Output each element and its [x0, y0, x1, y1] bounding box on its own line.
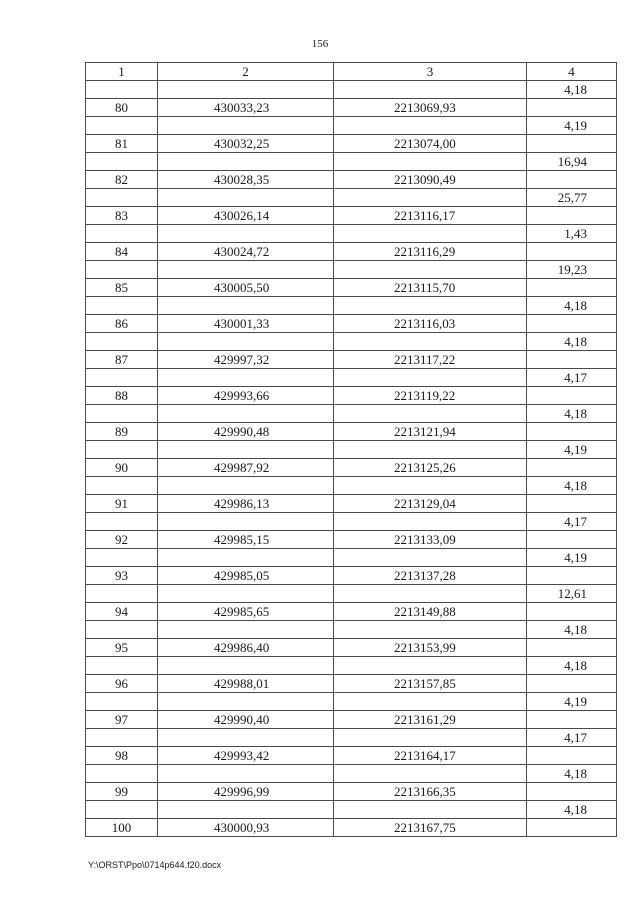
distance-cell: 4,17 [527, 369, 617, 387]
point-row [86, 783, 617, 801]
distance-cell: 16,94 [527, 153, 617, 171]
point-row [86, 279, 617, 297]
y-coordinate-cell: 2213121,94 [334, 423, 527, 441]
empty-cell [527, 711, 617, 729]
distance-cell: 4,18 [527, 657, 617, 675]
point-number-cell: 84 [86, 243, 158, 261]
y-coordinate-cell: 2213115,70 [334, 279, 527, 297]
distance-row [86, 477, 617, 495]
distance-row [86, 189, 617, 207]
point-row [86, 711, 617, 729]
distance-cell: 4,19 [527, 117, 617, 135]
empty-cell [86, 441, 158, 459]
distance-cell: 4,17 [527, 729, 617, 747]
empty-cell [158, 549, 334, 567]
y-coordinate-cell: 2213157,85 [334, 675, 527, 693]
empty-cell [334, 513, 527, 531]
empty-cell [158, 513, 334, 531]
empty-cell [527, 351, 617, 369]
empty-cell [334, 477, 527, 495]
empty-cell [527, 279, 617, 297]
x-coordinate-cell: 429986,40 [158, 639, 334, 657]
distance-row [86, 333, 617, 351]
point-row [86, 495, 617, 513]
point-number-cell: 96 [86, 675, 158, 693]
empty-cell [334, 297, 527, 315]
point-row [86, 423, 617, 441]
empty-cell [86, 585, 158, 603]
point-number-cell: 85 [86, 279, 158, 297]
empty-cell [86, 225, 158, 243]
empty-cell [158, 189, 334, 207]
empty-cell [158, 81, 334, 99]
empty-cell [158, 477, 334, 495]
x-coordinate-cell: 429987,92 [158, 459, 334, 477]
y-coordinate-cell: 2213125,26 [334, 459, 527, 477]
empty-cell [334, 549, 527, 567]
empty-cell [86, 405, 158, 423]
distance-cell: 4,18 [527, 765, 617, 783]
point-number-cell: 91 [86, 495, 158, 513]
x-coordinate-cell: 429996,99 [158, 783, 334, 801]
distance-cell: 4,19 [527, 549, 617, 567]
empty-cell [86, 261, 158, 279]
point-number-cell: 80 [86, 99, 158, 117]
distance-cell: 19,23 [527, 261, 617, 279]
y-coordinate-cell: 2213116,17 [334, 207, 527, 225]
empty-cell [158, 117, 334, 135]
x-coordinate-cell: 430033,23 [158, 99, 334, 117]
header-col-1: 1 [86, 63, 158, 81]
x-coordinate-cell: 430028,35 [158, 171, 334, 189]
y-coordinate-cell: 2213137,28 [334, 567, 527, 585]
point-row [86, 639, 617, 657]
empty-cell [334, 405, 527, 423]
empty-cell [527, 135, 617, 153]
empty-cell [527, 567, 617, 585]
empty-cell [527, 171, 617, 189]
empty-cell [158, 369, 334, 387]
distance-cell: 4,18 [527, 405, 617, 423]
coordinates-table [85, 62, 617, 837]
point-number-cell: 87 [86, 351, 158, 369]
distance-row [86, 441, 617, 459]
y-coordinate-cell: 2213161,29 [334, 711, 527, 729]
y-coordinate-cell: 2213074,00 [334, 135, 527, 153]
point-number-cell: 88 [86, 387, 158, 405]
empty-cell [158, 333, 334, 351]
distance-row [86, 765, 617, 783]
distance-row [86, 405, 617, 423]
point-row [86, 603, 617, 621]
empty-cell [527, 675, 617, 693]
y-coordinate-cell: 2213133,09 [334, 531, 527, 549]
empty-cell [334, 369, 527, 387]
point-number-cell: 97 [86, 711, 158, 729]
empty-cell [86, 153, 158, 171]
footer-file-path: Y:\ORST\Ppo\0714p644.f20.docx [88, 860, 222, 870]
distance-row [86, 729, 617, 747]
distance-row [86, 81, 617, 99]
empty-cell [158, 657, 334, 675]
empty-cell [334, 225, 527, 243]
empty-cell [334, 801, 527, 819]
empty-cell [86, 765, 158, 783]
y-coordinate-cell: 2213129,04 [334, 495, 527, 513]
distance-cell: 4,17 [527, 513, 617, 531]
empty-cell [334, 693, 527, 711]
empty-cell [334, 117, 527, 135]
point-number-cell: 99 [86, 783, 158, 801]
y-coordinate-cell: 2213166,35 [334, 783, 527, 801]
empty-cell [334, 81, 527, 99]
distance-row [86, 549, 617, 567]
header-col-3: 3 [334, 63, 527, 81]
empty-cell [86, 729, 158, 747]
point-row [86, 315, 617, 333]
empty-cell [158, 297, 334, 315]
distance-row [86, 117, 617, 135]
empty-cell [86, 369, 158, 387]
empty-cell [527, 639, 617, 657]
empty-cell [86, 333, 158, 351]
empty-cell [86, 297, 158, 315]
empty-cell [527, 819, 617, 837]
distance-cell: 4,19 [527, 441, 617, 459]
point-number-cell: 82 [86, 171, 158, 189]
x-coordinate-cell: 429988,01 [158, 675, 334, 693]
point-row [86, 675, 617, 693]
point-number-cell: 90 [86, 459, 158, 477]
empty-cell [86, 117, 158, 135]
x-coordinate-cell: 430024,72 [158, 243, 334, 261]
x-coordinate-cell: 430032,25 [158, 135, 334, 153]
distance-row [86, 261, 617, 279]
empty-cell [527, 495, 617, 513]
empty-cell [334, 585, 527, 603]
point-row [86, 243, 617, 261]
x-coordinate-cell: 429985,15 [158, 531, 334, 549]
point-number-cell: 93 [86, 567, 158, 585]
point-row [86, 567, 617, 585]
distance-row [86, 585, 617, 603]
point-row [86, 171, 617, 189]
empty-cell [86, 189, 158, 207]
empty-cell [527, 531, 617, 549]
y-coordinate-cell: 2213164,17 [334, 747, 527, 765]
distance-row [86, 621, 617, 639]
point-number-cell: 94 [86, 603, 158, 621]
empty-cell [158, 153, 334, 171]
empty-cell [527, 423, 617, 441]
header-col-2: 2 [158, 63, 334, 81]
distance-cell: 4,18 [527, 333, 617, 351]
empty-cell [527, 243, 617, 261]
x-coordinate-cell: 429997,32 [158, 351, 334, 369]
table-body [86, 81, 617, 837]
x-coordinate-cell: 430005,50 [158, 279, 334, 297]
empty-cell [86, 657, 158, 675]
distance-cell: 4,18 [527, 297, 617, 315]
x-coordinate-cell: 429993,42 [158, 747, 334, 765]
distance-row [86, 801, 617, 819]
distance-row [86, 297, 617, 315]
empty-cell [334, 441, 527, 459]
x-coordinate-cell: 430001,33 [158, 315, 334, 333]
distance-row [86, 693, 617, 711]
empty-cell [158, 729, 334, 747]
empty-cell [334, 153, 527, 171]
x-coordinate-cell: 429993,66 [158, 387, 334, 405]
point-row [86, 531, 617, 549]
empty-cell [86, 81, 158, 99]
empty-cell [158, 225, 334, 243]
point-number-cell: 98 [86, 747, 158, 765]
empty-cell [527, 459, 617, 477]
empty-cell [158, 693, 334, 711]
point-row [86, 387, 617, 405]
empty-cell [158, 441, 334, 459]
empty-cell [158, 765, 334, 783]
point-number-cell: 100 [86, 819, 158, 837]
distance-cell: 1,43 [527, 225, 617, 243]
y-coordinate-cell: 2213117,22 [334, 351, 527, 369]
distance-cell: 4,18 [527, 477, 617, 495]
empty-cell [527, 315, 617, 333]
empty-cell [86, 513, 158, 531]
y-coordinate-cell: 2213090,49 [334, 171, 527, 189]
point-row [86, 747, 617, 765]
empty-cell [158, 621, 334, 639]
x-coordinate-cell: 429985,05 [158, 567, 334, 585]
distance-cell: 4,18 [527, 81, 617, 99]
y-coordinate-cell: 2213116,03 [334, 315, 527, 333]
point-number-cell: 86 [86, 315, 158, 333]
y-coordinate-cell: 2213149,88 [334, 603, 527, 621]
empty-cell [158, 261, 334, 279]
x-coordinate-cell: 429986,13 [158, 495, 334, 513]
distance-row [86, 369, 617, 387]
empty-cell [158, 405, 334, 423]
x-coordinate-cell: 430026,14 [158, 207, 334, 225]
distance-row [86, 657, 617, 675]
point-number-cell: 81 [86, 135, 158, 153]
empty-cell [86, 693, 158, 711]
header-col-4: 4 [527, 63, 617, 81]
empty-cell [86, 621, 158, 639]
empty-cell [334, 333, 527, 351]
empty-cell [334, 621, 527, 639]
distance-row [86, 513, 617, 531]
point-row [86, 459, 617, 477]
y-coordinate-cell: 2213167,75 [334, 819, 527, 837]
empty-cell [527, 387, 617, 405]
point-row [86, 99, 617, 117]
point-row [86, 207, 617, 225]
point-row [86, 819, 617, 837]
empty-cell [158, 801, 334, 819]
empty-cell [334, 657, 527, 675]
distance-cell: 12,61 [527, 585, 617, 603]
empty-cell [86, 549, 158, 567]
empty-cell [527, 603, 617, 621]
empty-cell [527, 99, 617, 117]
distance-cell: 4,18 [527, 801, 617, 819]
y-coordinate-cell: 2213116,29 [334, 243, 527, 261]
distance-cell: 25,77 [527, 189, 617, 207]
y-coordinate-cell: 2213069,93 [334, 99, 527, 117]
empty-cell [527, 783, 617, 801]
x-coordinate-cell: 429990,48 [158, 423, 334, 441]
y-coordinate-cell: 2213153,99 [334, 639, 527, 657]
x-coordinate-cell: 430000,93 [158, 819, 334, 837]
point-number-cell: 83 [86, 207, 158, 225]
empty-cell [158, 585, 334, 603]
empty-cell [86, 801, 158, 819]
empty-cell [527, 207, 617, 225]
empty-cell [334, 765, 527, 783]
empty-cell [334, 729, 527, 747]
empty-cell [527, 747, 617, 765]
point-number-cell: 92 [86, 531, 158, 549]
empty-cell [334, 261, 527, 279]
point-row [86, 135, 617, 153]
distance-cell: 4,18 [527, 621, 617, 639]
page-number: 156 [311, 38, 329, 50]
distance-row [86, 225, 617, 243]
point-number-cell: 95 [86, 639, 158, 657]
distance-cell: 4,19 [527, 693, 617, 711]
table-header-row [86, 63, 617, 81]
empty-cell [86, 477, 158, 495]
empty-cell [334, 189, 527, 207]
distance-row [86, 153, 617, 171]
x-coordinate-cell: 429985,65 [158, 603, 334, 621]
x-coordinate-cell: 429990,40 [158, 711, 334, 729]
point-row [86, 351, 617, 369]
point-number-cell: 89 [86, 423, 158, 441]
y-coordinate-cell: 2213119,22 [334, 387, 527, 405]
